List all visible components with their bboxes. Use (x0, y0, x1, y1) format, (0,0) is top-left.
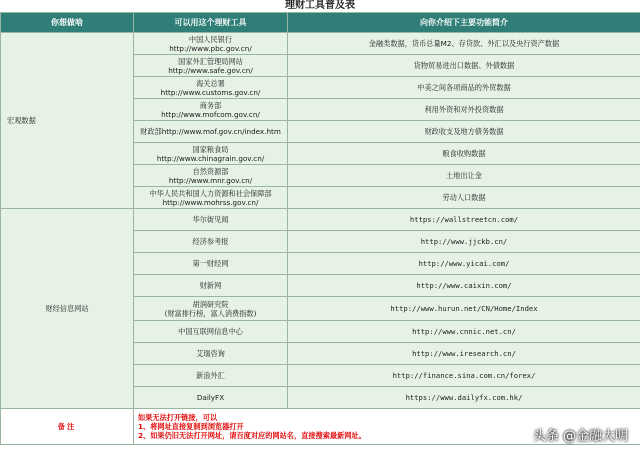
description-cell: 利用外资和对外投资数据 (288, 99, 640, 121)
url-link[interactable]: http://www.yicai.com/ (288, 253, 640, 275)
finance-tools-table (0, 12, 640, 445)
site-cell[interactable]: 自然资源部 http://www.mnr.gov.cn/ (134, 165, 288, 187)
site-cell[interactable]: 艾瑞咨询 (134, 343, 288, 365)
site-cell[interactable]: 财政部http://www.mof.gov.cn/index.htm (134, 121, 288, 143)
header-row (1, 13, 640, 33)
site-cell[interactable]: DailyFX (134, 387, 288, 409)
url-link[interactable]: http://www.hurun.net/CN/Home/Index (288, 297, 640, 321)
site-cell[interactable]: 海关总署 http://www.customs.gov.cn/ (134, 77, 288, 99)
remark-label: 备注 (1, 409, 134, 445)
site-cell[interactable]: 商务部 http://www.mofcom.gov.cn/ (134, 99, 288, 121)
table-row (1, 209, 640, 231)
url-link[interactable]: http://www.jjckb.cn/ (288, 231, 640, 253)
description-cell: 金融类数据，货币总量M2、存贷款、外汇以及央行资产数据 (288, 33, 640, 55)
remark-line: 2、如果仍旧无法打开网址，请百度对应的网站名，直接搜索最新网址。 (138, 431, 366, 440)
watermark: 头条 @金融大明 (532, 429, 628, 444)
header-tool: 可以用这个理财工具 (134, 13, 288, 33)
url-link[interactable]: http://finance.sina.com.cn/forex/ (288, 365, 640, 387)
site-cell[interactable]: 胡润研究院 (财富排行榜，富人消费指数) (134, 297, 288, 321)
url-link[interactable]: https://www.dailyfx.com.hk/ (288, 387, 640, 409)
description-cell: 劳动人口数据 (288, 187, 640, 209)
site-cell[interactable]: 中华人民共和国人力资源和社会保障部 http://www.mohrss.gov.cn/ (134, 187, 288, 209)
site-cell[interactable]: 中国人民银行 http://www.pbc.gov.cn/ (134, 33, 288, 55)
site-cell[interactable]: 经济参考报 (134, 231, 288, 253)
site-cell[interactable]: 中国互联网信息中心 (134, 321, 288, 343)
url-link[interactable]: https://wallstreetcn.com/ (288, 209, 640, 231)
description-cell: 土地出让金 (288, 165, 640, 187)
category-macro: 宏观数据 (1, 33, 134, 209)
site-cell[interactable]: 华尔街见闻 (134, 209, 288, 231)
header-description: 向你介绍下主要功能简介 (288, 13, 640, 33)
url-link[interactable]: http://www.caixin.com/ (288, 275, 640, 297)
url-link[interactable]: http://www.iresearch.cn/ (288, 343, 640, 365)
category-finance-sites: 财经信息网站 (1, 209, 134, 409)
sheet-title: 理财工具普及表 (0, 0, 640, 12)
url-link[interactable]: http://www.cnnic.net.cn/ (288, 321, 640, 343)
remark-line: 如果无法打开链接，可以 (138, 413, 218, 422)
header-purpose: 你想做啥 (1, 13, 134, 33)
table-row (1, 33, 640, 55)
site-cell[interactable]: 第一财经网 (134, 253, 288, 275)
site-cell[interactable]: 财新网 (134, 275, 288, 297)
description-cell: 货物贸易进出口数据、外债数据 (288, 55, 640, 77)
site-cell[interactable]: 新浪外汇 (134, 365, 288, 387)
description-cell: 中美之间各项商品的外贸数据 (288, 77, 640, 99)
description-cell: 粮食收购数据 (288, 143, 640, 165)
site-cell[interactable]: 国家外汇管理局网站 http://www.safe.gov.cn/ (134, 55, 288, 77)
description-cell: 财政收支及地方债务数据 (288, 121, 640, 143)
remark-line: 1、将网址直接复制到浏览器打开 (138, 422, 244, 431)
site-cell[interactable]: 国家粮食局 http://www.chinagrain.gov.cn/ (134, 143, 288, 165)
